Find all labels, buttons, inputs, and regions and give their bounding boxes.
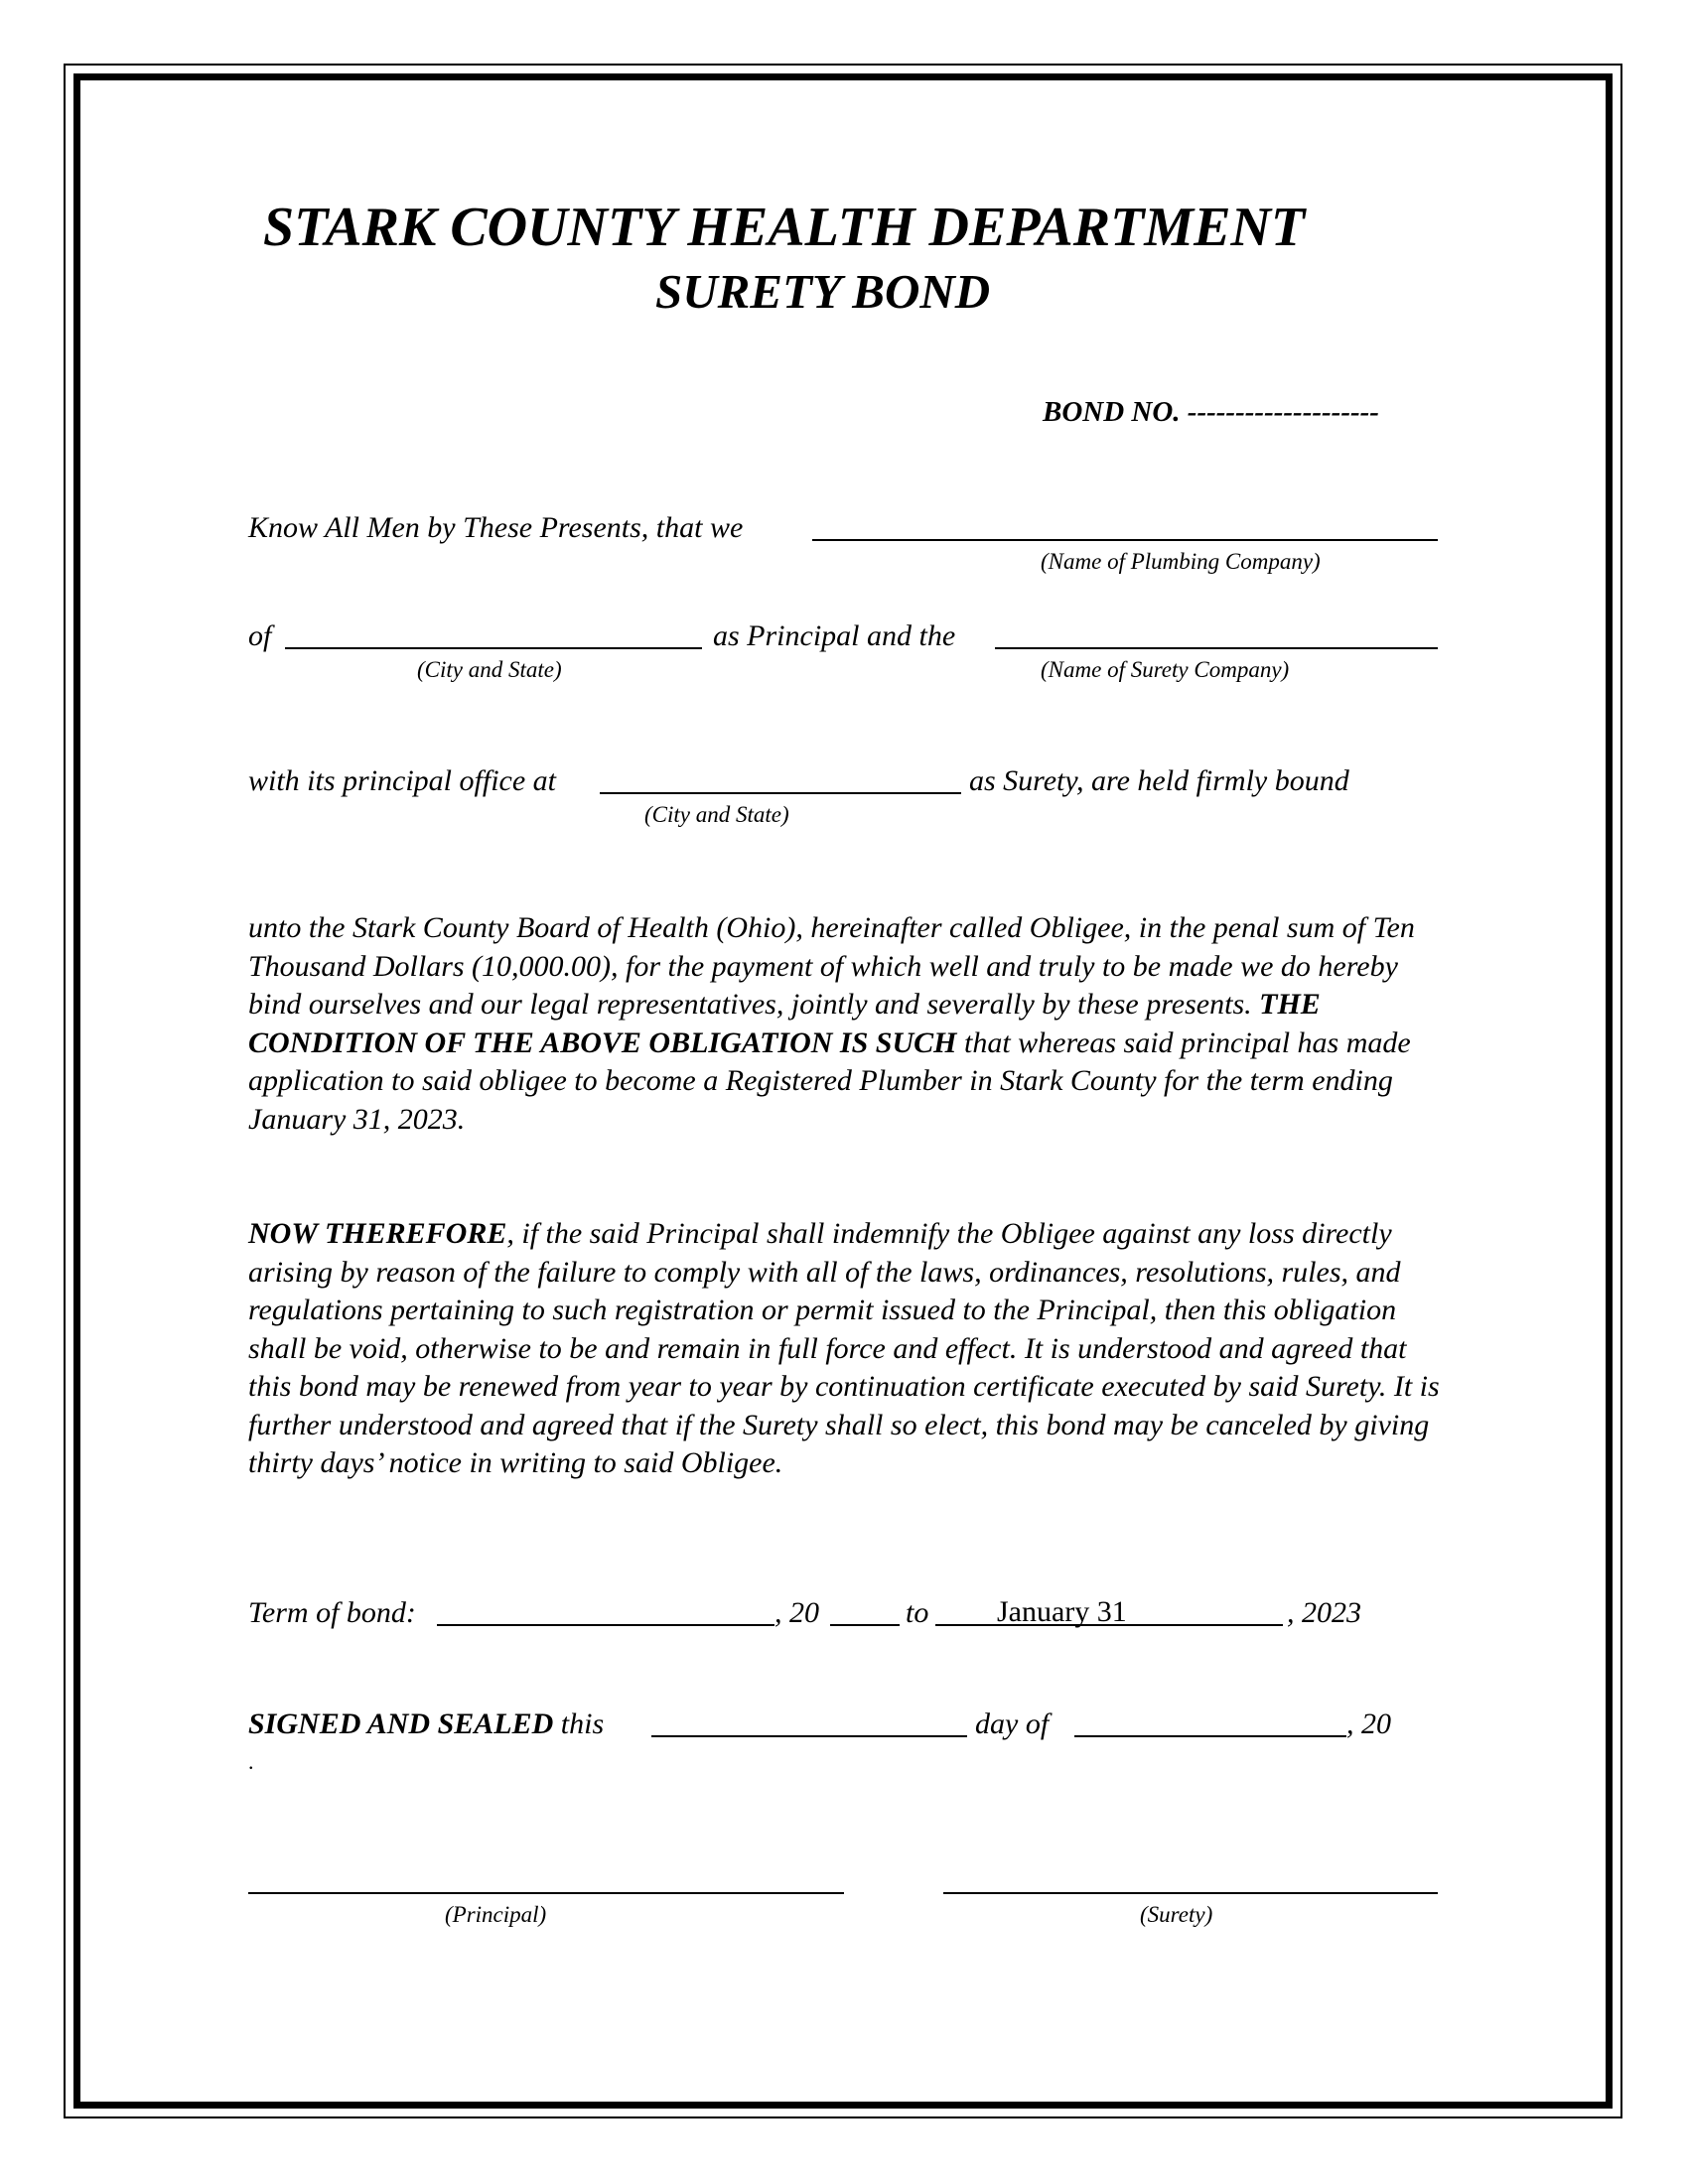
plumbing-company-field[interactable] [812, 539, 1438, 541]
signed-comma-20: , 20 [1346, 1707, 1391, 1740]
signed-month-field[interactable] [1074, 1735, 1346, 1737]
day-of-text: day of [975, 1707, 1050, 1740]
signed-sealed-line [248, 1707, 604, 1741]
term-of-bond-label: Term of bond: [248, 1596, 416, 1629]
of-label: of [248, 619, 272, 652]
surety-company-caption: (Name of Surety Company) [1041, 657, 1290, 682]
stray-dot: . [248, 1749, 254, 1774]
signed-day-field[interactable] [651, 1735, 967, 1737]
held-firmly-bound-text: as Surety, are held firmly bound [969, 764, 1349, 797]
now-therefore-text: , if the said Principal shall indemnify the Obligee against any loss directly arising by reason of the failure to comply with all of the laws, ordinances, resolutions, rules, and regulations pertaining to such registration or permit issued to the Principal, then this obligation shall be void, otherwise to be and remain in full force and effect. It is understood and agreed that this bond may be renewed from year to year by continuation certificate executed by said Surety. It is further understood and agreed that if the Surety shall so elect, this bond may be canceled by giving thirty days’ notice in writing to said Obligee. [248, 1217, 1440, 1479]
city-state-caption-1: (City and State) [417, 657, 562, 682]
plumbing-company-caption: (Name of Plumbing Company) [1041, 549, 1321, 574]
term-end-year: , 2023 [1287, 1596, 1361, 1629]
obligation-paragraph [248, 909, 1440, 1139]
document-subtitle: SURETY BOND [655, 264, 991, 319]
know-all-men-text: Know All Men by These Presents, that we [248, 511, 744, 544]
surety-signature-line[interactable] [943, 1892, 1438, 1894]
principal-signature-line[interactable] [248, 1892, 844, 1894]
principal-office-text: with its principal office at [248, 764, 556, 797]
principal-caption: (Principal) [445, 1902, 547, 1927]
obligation-condition-bold: THE CONDITION OF THE ABOVE OBLIGATION IS SUCH [248, 988, 1321, 1059]
city-state-caption-2: (City and State) [644, 802, 789, 827]
as-principal-text: as Principal and the [713, 619, 956, 652]
principal-city-state-field[interactable] [285, 647, 702, 649]
term-start-year-field[interactable] [830, 1624, 900, 1626]
surety-company-field[interactable] [995, 647, 1438, 649]
now-therefore-bold: NOW THEREFORE [248, 1217, 507, 1250]
signed-sealed-bold: SIGNED AND SEALED [248, 1707, 554, 1740]
term-start-field[interactable] [437, 1624, 774, 1626]
surety-caption: (Surety) [1140, 1902, 1213, 1927]
bond-number: BOND NO. -------------------- [1043, 396, 1379, 428]
term-end-date: January 31 [997, 1595, 1127, 1628]
obligation-text-b: that whereas said principal has made application to said obligee to become a Registered Plumber in Stark County for the term ending January 31, 2023. [248, 1025, 1411, 1136]
term-comma-20: , 20 [774, 1596, 819, 1629]
signed-this-text: this [560, 1707, 605, 1740]
document-title: STARK COUNTY HEALTH DEPARTMENT [263, 197, 1306, 258]
now-therefore-paragraph [248, 1215, 1440, 1483]
surety-city-state-field[interactable] [600, 792, 961, 794]
term-to-label: to [906, 1596, 929, 1629]
obligation-text-a: unto the Stark County Board of Health (Ohio), hereinafter called Obligee, in the penal sum of Ten Thousand Dollars (10,000.00), for the payment of which well and truly to be made we do hereby bind ourselves and our legal representatives, jointly and severally by these presents. [248, 911, 1415, 1021]
